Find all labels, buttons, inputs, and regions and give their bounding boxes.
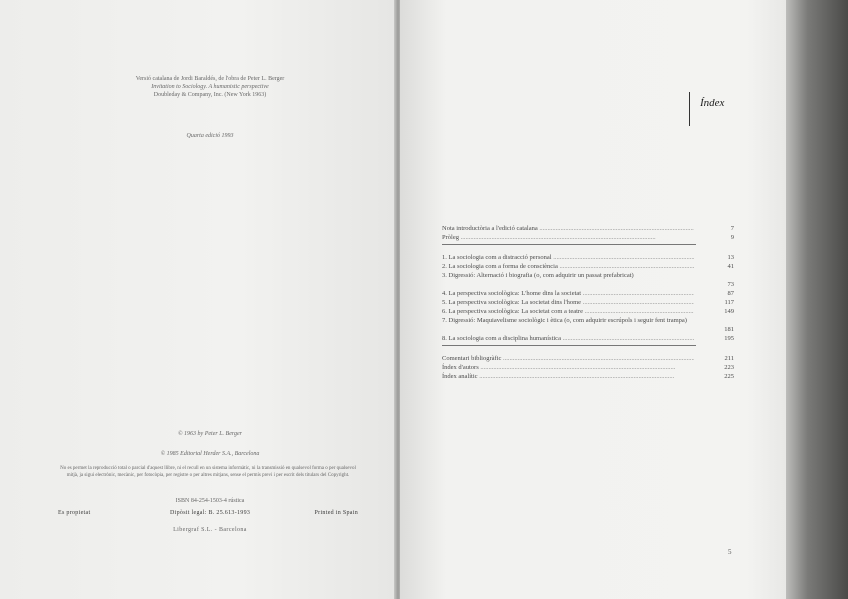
toc-entry (442, 372, 734, 381)
toc-divider (442, 244, 696, 245)
toc-label: 4. La perspectiva sociològica: L'home dins la societat ..... (442, 289, 694, 298)
toc-entry (442, 262, 734, 271)
credit-line: Invitation to Sociology. A humanistic perspective (151, 84, 269, 90)
toc-page: 73 (727, 281, 734, 288)
toc-page: 195 (724, 335, 734, 342)
toc-entry (442, 307, 734, 316)
toc-label: Comentari bibliogràfic ..... (442, 354, 694, 363)
imprint-line (58, 510, 358, 520)
toc-label: Pròleg ..... (442, 233, 694, 242)
edition-note: Quarta edició 1993 (186, 133, 234, 139)
translation-credit (110, 75, 310, 99)
copyright-publisher: © 1985 Editorial Herder S.A., Barcelona (160, 451, 260, 457)
toc-entry (442, 363, 734, 372)
toc-label: 8. La sociologia com a disciplina humanística ..... (442, 334, 694, 343)
toc-label: 6. La perspectiva sociològica: La societat com a teatre ..... (442, 307, 694, 316)
left-page (0, 0, 396, 599)
toc-label: 1. La sociologia com a distracció personal ..... (442, 253, 694, 262)
toc-page: 225 (724, 373, 734, 380)
toc-entry (442, 334, 734, 343)
toc-label: Nota introductòria a l'edició catalana ..... (442, 224, 694, 233)
toc-label: Índex analític ..... (442, 372, 694, 381)
credit-line: Versió catalana de Jordi Baraldés, de l'obra de Peter L. Berger (135, 76, 285, 82)
toc-label: 3. Digressió: Alternació i biografia (o, com adquirir un passat prefabricat) (442, 272, 634, 279)
toc-label: Índex d'autors ..... (442, 363, 694, 372)
toc-label: 2. La sociologia com a forma de consciència ..... (442, 262, 694, 271)
page-number: 5 (728, 548, 732, 556)
toc-label: 7. Digressió: Maquiavelisme sociològic i ètica (o, com adquirir escrúpols i seguir fent trampa) (442, 317, 687, 324)
isbn: ISBN 84-254-1503-4 rústica (175, 498, 245, 504)
toc-page: 211 (724, 355, 734, 362)
legal-deposit: Dipòsit legal: B. 25.613-1993 (170, 510, 251, 516)
index-title: Índex (700, 97, 725, 109)
credit-line: Doubleday & Company, Inc. (New York 1963) (153, 92, 267, 98)
book-edge-shadow (786, 0, 848, 599)
copyright-author: © 1963 by Peter L. Berger (178, 431, 242, 437)
imprint-left: Es propietat (58, 510, 91, 516)
rights-notice: No es permet la reproducció total o parcial d'aquest llibre, ni el recull en un sistema informàtic, ni la transmissió en qualsevol forma o per qualsevol mitjà, ja sigui electrònic, mecànic, per fotocòpia, per registre o per altres mitjans, sense el permís previ i per escrit dels titulars del Copyright. (60, 466, 356, 478)
printed-in: Printed in Spain (314, 510, 358, 516)
toc-divider (442, 345, 696, 346)
toc-entry (442, 289, 734, 298)
toc-page: 117 (724, 299, 734, 306)
toc-page: 41 (727, 263, 734, 270)
toc-entry (442, 354, 734, 363)
toc-entry (442, 233, 734, 242)
toc-page: 9 (730, 234, 734, 241)
toc-page: 223 (724, 364, 734, 371)
toc-label: 5. La perspectiva sociològica: La societat dins l'home ..... (442, 298, 694, 307)
toc-page: 7 (730, 225, 734, 232)
toc-page: 149 (724, 308, 734, 315)
toc-entry (442, 253, 734, 262)
table-of-contents (442, 224, 734, 381)
toc-page: 87 (727, 290, 734, 297)
title-rule (689, 92, 690, 126)
toc-entry (442, 298, 734, 307)
printer: Libergraf S.L. - Barcelona (173, 527, 247, 533)
toc-entry (442, 316, 734, 334)
toc-entry (442, 224, 734, 233)
toc-entry (442, 271, 734, 289)
toc-page: 13 (727, 254, 734, 261)
toc-page: 181 (724, 326, 734, 333)
